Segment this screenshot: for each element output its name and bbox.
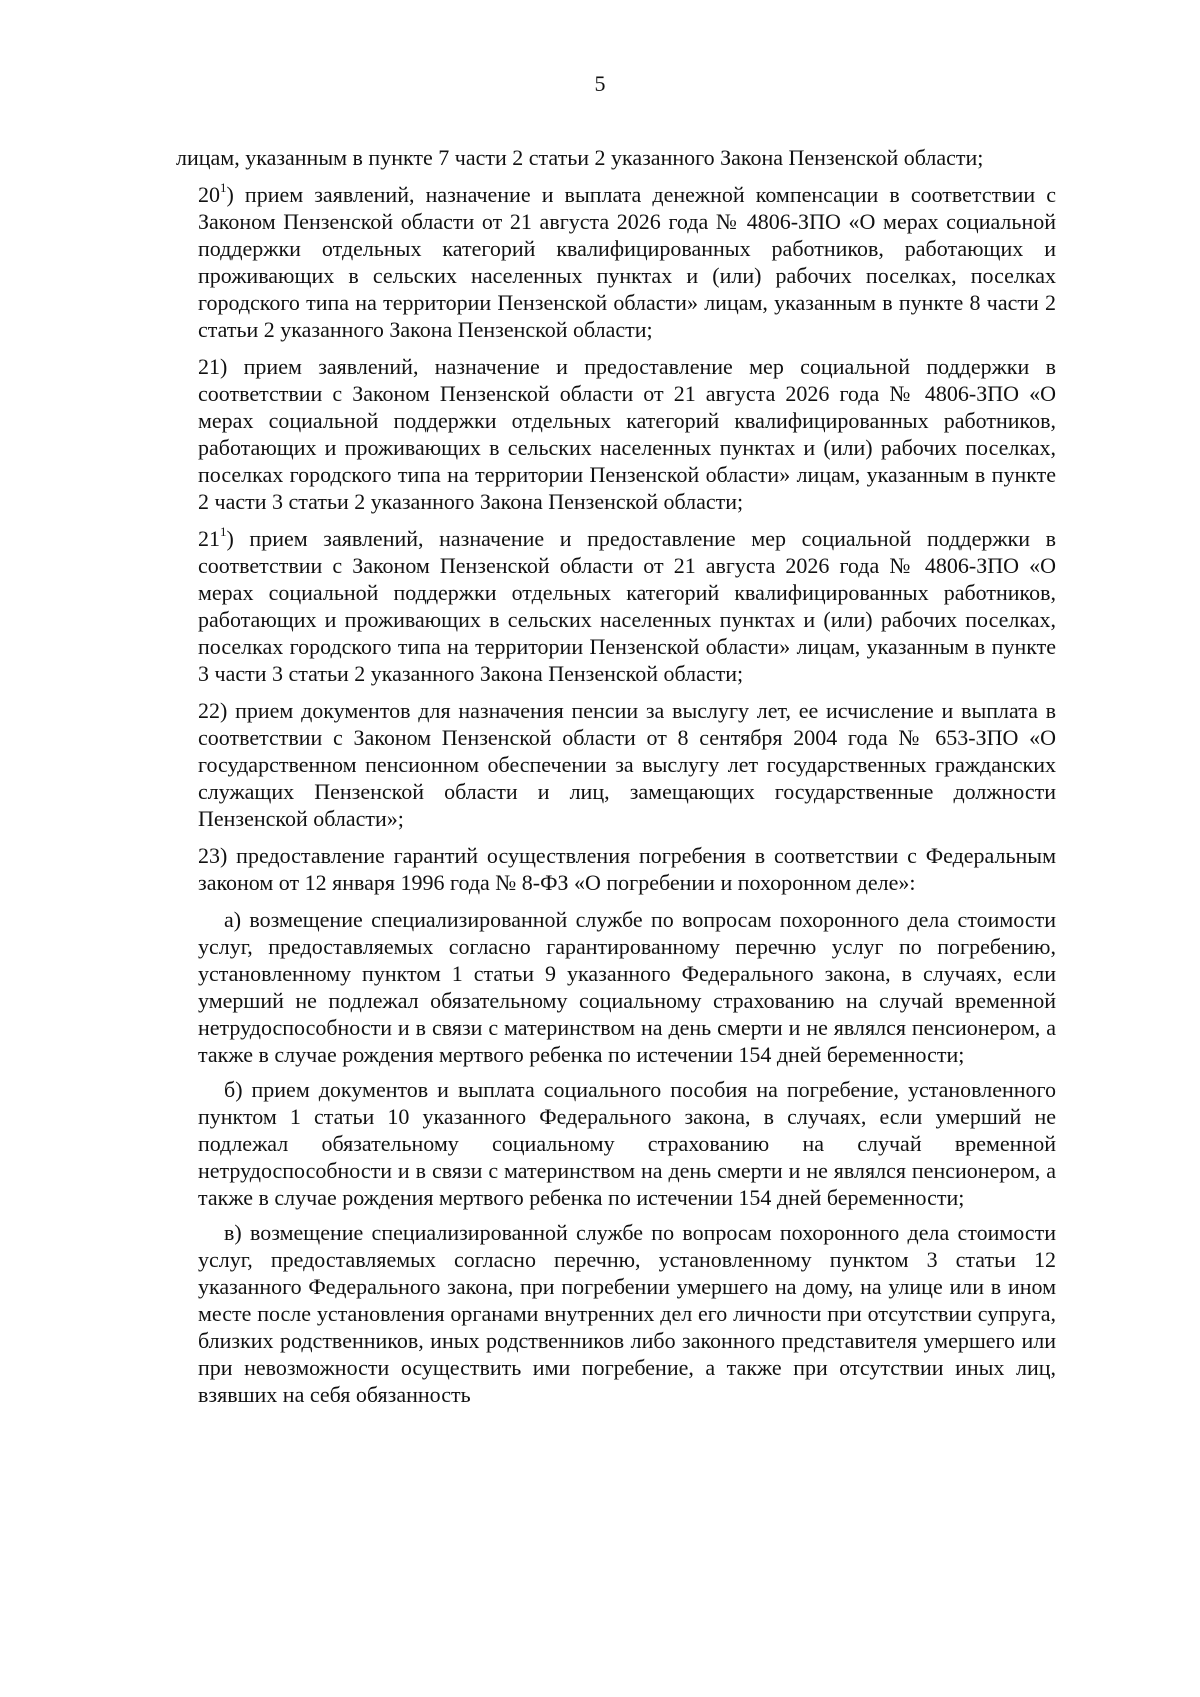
item-superscript: 1 [220,179,227,195]
subitem-text: б) прием документов и выплата социального пособия на погребение, установленного пунктом 1 статьи 10 указанного Федерального закона, в случаях, если умерший не подлежал обязательному социальному страхованию на случай временной нетрудоспособности и в связи с материнством на день смерти и не являлся пенсионером, а также в случае рождения мертвого ребенка по истечении 154 дней беременности; [198,1077,1056,1210]
paragraph-subitem-a [176,906,1056,1068]
paragraph-continuation: лицам, указанным в пункте 7 части 2 статьи 2 указанного Закона Пензенской области; [176,145,984,170]
subitem-text: в) возмещение специализированной службе по вопросам похоронного дела стоимости услуг, предоставляемых согласно перечню, установленному пунктом 3 статьи 12 указанного Федерального закона, при погребении умершего на дому, на улице или в ином месте после установления органами внутренних дел его личности при отсутствии супруга, близких родственников, иных родственников либо законного представителя умершего или при невозможности осуществить ими погребение, а также при отсутствии иных лиц, взявших на себя обязанность [198,1220,1056,1407]
paragraph-item-22: 22) прием документов для назначения пенсии за выслугу лет, ее исчисление и выплата в соответствии с Законом Пензенской области от 8 сентября 2004 года № 653-ЗПО «О государственном пенсионном обеспечении за выслугу лет государственных гражданских служащих Пензенской области и лиц, замещающих государственные должности Пензенской области»; [198,698,1056,831]
item-text: ) прием заявлений, назначение и предоставление мер социальной поддержки в соответствии с Законом Пензенской области от 21 августа 2026 года № 4806-ЗПО «О мерах социальной поддержки отдельных категорий квалифицированных работников, работающих и проживающих в сельских населенных пунктах и (или) рабочих поселках, поселках городского типа на территории Пензенской области» лицам, указанным в пункте 3 части 3 статьи 2 указанного Закона Пензенской области; [198,526,1056,686]
item-superscript: 1 [220,523,227,539]
item-number: 20 [198,182,220,207]
paragraph-subitem-v [176,1219,1056,1408]
item-text: ) прием заявлений, назначение и выплата денежной компенсации в соответствии с Законом Пензенской области от 21 августа 2026 года № 4806-ЗПО «О мерах социальной поддержки отдельных категорий квалифицированных работников, работающих и проживающих в сельских населенных пунктах и (или) рабочих поселках, поселках городского типа на территории Пензенской области» лицам, указанным в пункте 8 части 2 статьи 2 указанного Закона Пензенской области; [198,182,1056,342]
document-body [176,144,1056,1416]
paragraph-subitem-b [176,1076,1056,1211]
paragraph-item-20-1 [176,181,1056,343]
paragraph-item-23: 23) предоставление гарантий осуществления погребения в соответствии с Федеральным законом от 12 января 1996 года № 8-ФЗ «О погребении и похоронном деле»: [198,843,1056,895]
paragraph-item-21: 21) прием заявлений, назначение и предоставление мер социальной поддержки в соответствии с Законом Пензенской области от 21 августа 2026 года № 4806-ЗПО «О мерах социальной поддержки отдельных категорий квалифицированных работников, работающих и проживающих в сельских населенных пунктах и (или) рабочих поселках, поселках городского типа на территории Пензенской области» лицам, указанным в пункте 2 части 3 статьи 2 указанного Закона Пензенской области; [198,354,1056,514]
subitem-text: а) возмещение специализированной службе по вопросам похоронного дела стоимости услуг, предоставляемых согласно гарантированному перечню услуг по погребению, установленному пунктом 1 статьи 9 указанного Федерального закона, в случаях, если умерший не подлежал обязательному социальному страхованию на случай временной нетрудоспособности и в связи с материнством на день смерти и не являлся пенсионером, а также в случае рождения мертвого ребенка по истечении 154 дней беременности; [198,907,1056,1067]
paragraph-item-21-1 [176,525,1056,687]
page-number: 5 [594,71,606,96]
item-number: 21 [198,526,220,551]
